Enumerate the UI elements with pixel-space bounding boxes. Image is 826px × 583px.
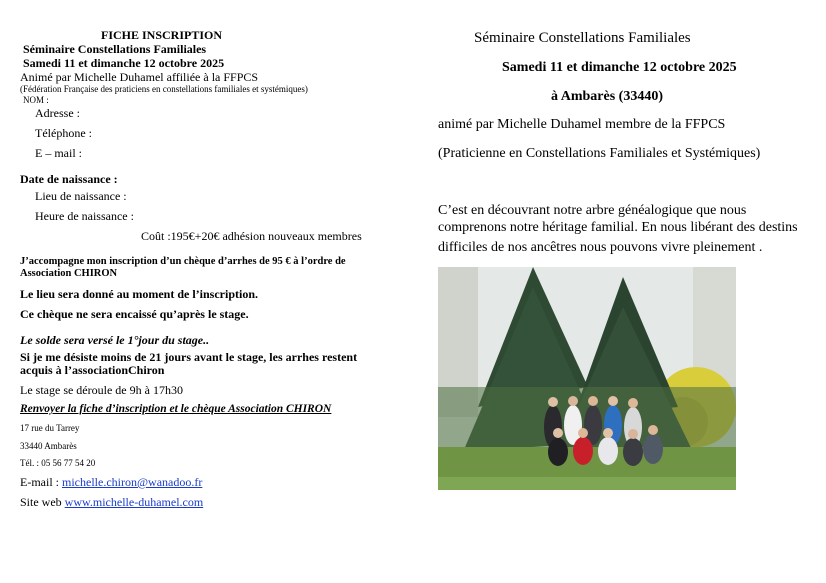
cost: Coût :195€+20€ adhésion nouveaux membres xyxy=(141,229,362,243)
balance: Le solde sera versé le 1°jour du stage.. xyxy=(20,333,210,347)
adresse-label: Adresse : xyxy=(35,106,80,120)
web-link[interactable]: www.michelle-duhamel.com xyxy=(64,495,204,509)
group-photo xyxy=(438,267,736,490)
withdraw-line-1: Si je me désiste moins de 21 jours avant le stage, les arrhes restent xyxy=(20,350,358,364)
email-line xyxy=(20,475,202,490)
email-prefix: E-mail : xyxy=(20,475,62,489)
form-federation: (Fédération Française des praticiens en constellations familiales et systémiques) xyxy=(20,84,308,94)
flyer-paragraph-line-3: difficiles de nos ancêtres nous pouvons vivre pleinement . xyxy=(438,240,763,255)
email-label: E – mail : xyxy=(35,146,82,160)
web-prefix: Site web xyxy=(20,495,65,509)
address-tel: Tél. : 05 56 77 54 20 xyxy=(20,458,96,468)
birth-place-label: Lieu de naissance : xyxy=(35,189,127,203)
flyer-location: à Ambarès (33440) xyxy=(551,89,663,104)
flyer-practitioner: (Praticienne en Constellations Familiales et Systémiques) xyxy=(438,146,761,161)
birth-date-label: Date de naissance : xyxy=(20,172,118,186)
cheque-line-2: Association CHIRON xyxy=(20,268,118,279)
form-dates: Samedi 11 et dimanche 12 octobre 2025 xyxy=(23,56,225,70)
cheque-cashed: Ce chèque ne sera encaissé qu’après le stage. xyxy=(20,307,249,321)
flyer-paragraph-line-1: C’est en découvrant notre arbre généalogique que nous xyxy=(438,203,747,218)
nom-label: NOM : xyxy=(23,95,49,105)
telephone-label: Téléphone : xyxy=(35,126,92,140)
flyer-paragraph-line-2: comprenons notre héritage familial. En nous libérant des destins xyxy=(438,220,798,235)
return-form: Renvoyer la fiche d’inscription et le chèque Association CHIRON xyxy=(20,403,332,415)
form-subtitle: Séminaire Constellations Familiales xyxy=(23,42,207,56)
web-line xyxy=(20,495,203,510)
withdraw-line-2: acquis à l’associationChiron xyxy=(20,363,165,377)
form-animator: Animé par Michelle Duhamel affiliée à la FFPCS xyxy=(20,70,259,84)
place-given: Le lieu sera donné au moment de l’inscription. xyxy=(20,287,259,301)
cheque-line-1: J’accompagne mon inscription d’un chèque d’arrhes de 95 € à l’ordre de xyxy=(20,256,346,267)
email-link[interactable]: michelle.chiron@wanadoo.fr xyxy=(62,475,203,489)
schedule: Le stage se déroule de 9h à 17h30 xyxy=(20,383,183,397)
address-city: 33440 Ambarès xyxy=(20,441,77,451)
birth-hour-label: Heure de naissance : xyxy=(35,209,134,223)
flyer-title: Séminaire Constellations Familiales xyxy=(474,30,691,46)
form-title: FICHE INSCRIPTION xyxy=(101,28,223,42)
group-photo-illustration xyxy=(438,267,736,490)
address-street: 17 rue du Tarrey xyxy=(20,423,80,433)
flyer-animator: animé par Michelle Duhamel membre de la FFPCS xyxy=(438,117,726,132)
flyer-dates: Samedi 11 et dimanche 12 octobre 2025 xyxy=(502,60,737,75)
